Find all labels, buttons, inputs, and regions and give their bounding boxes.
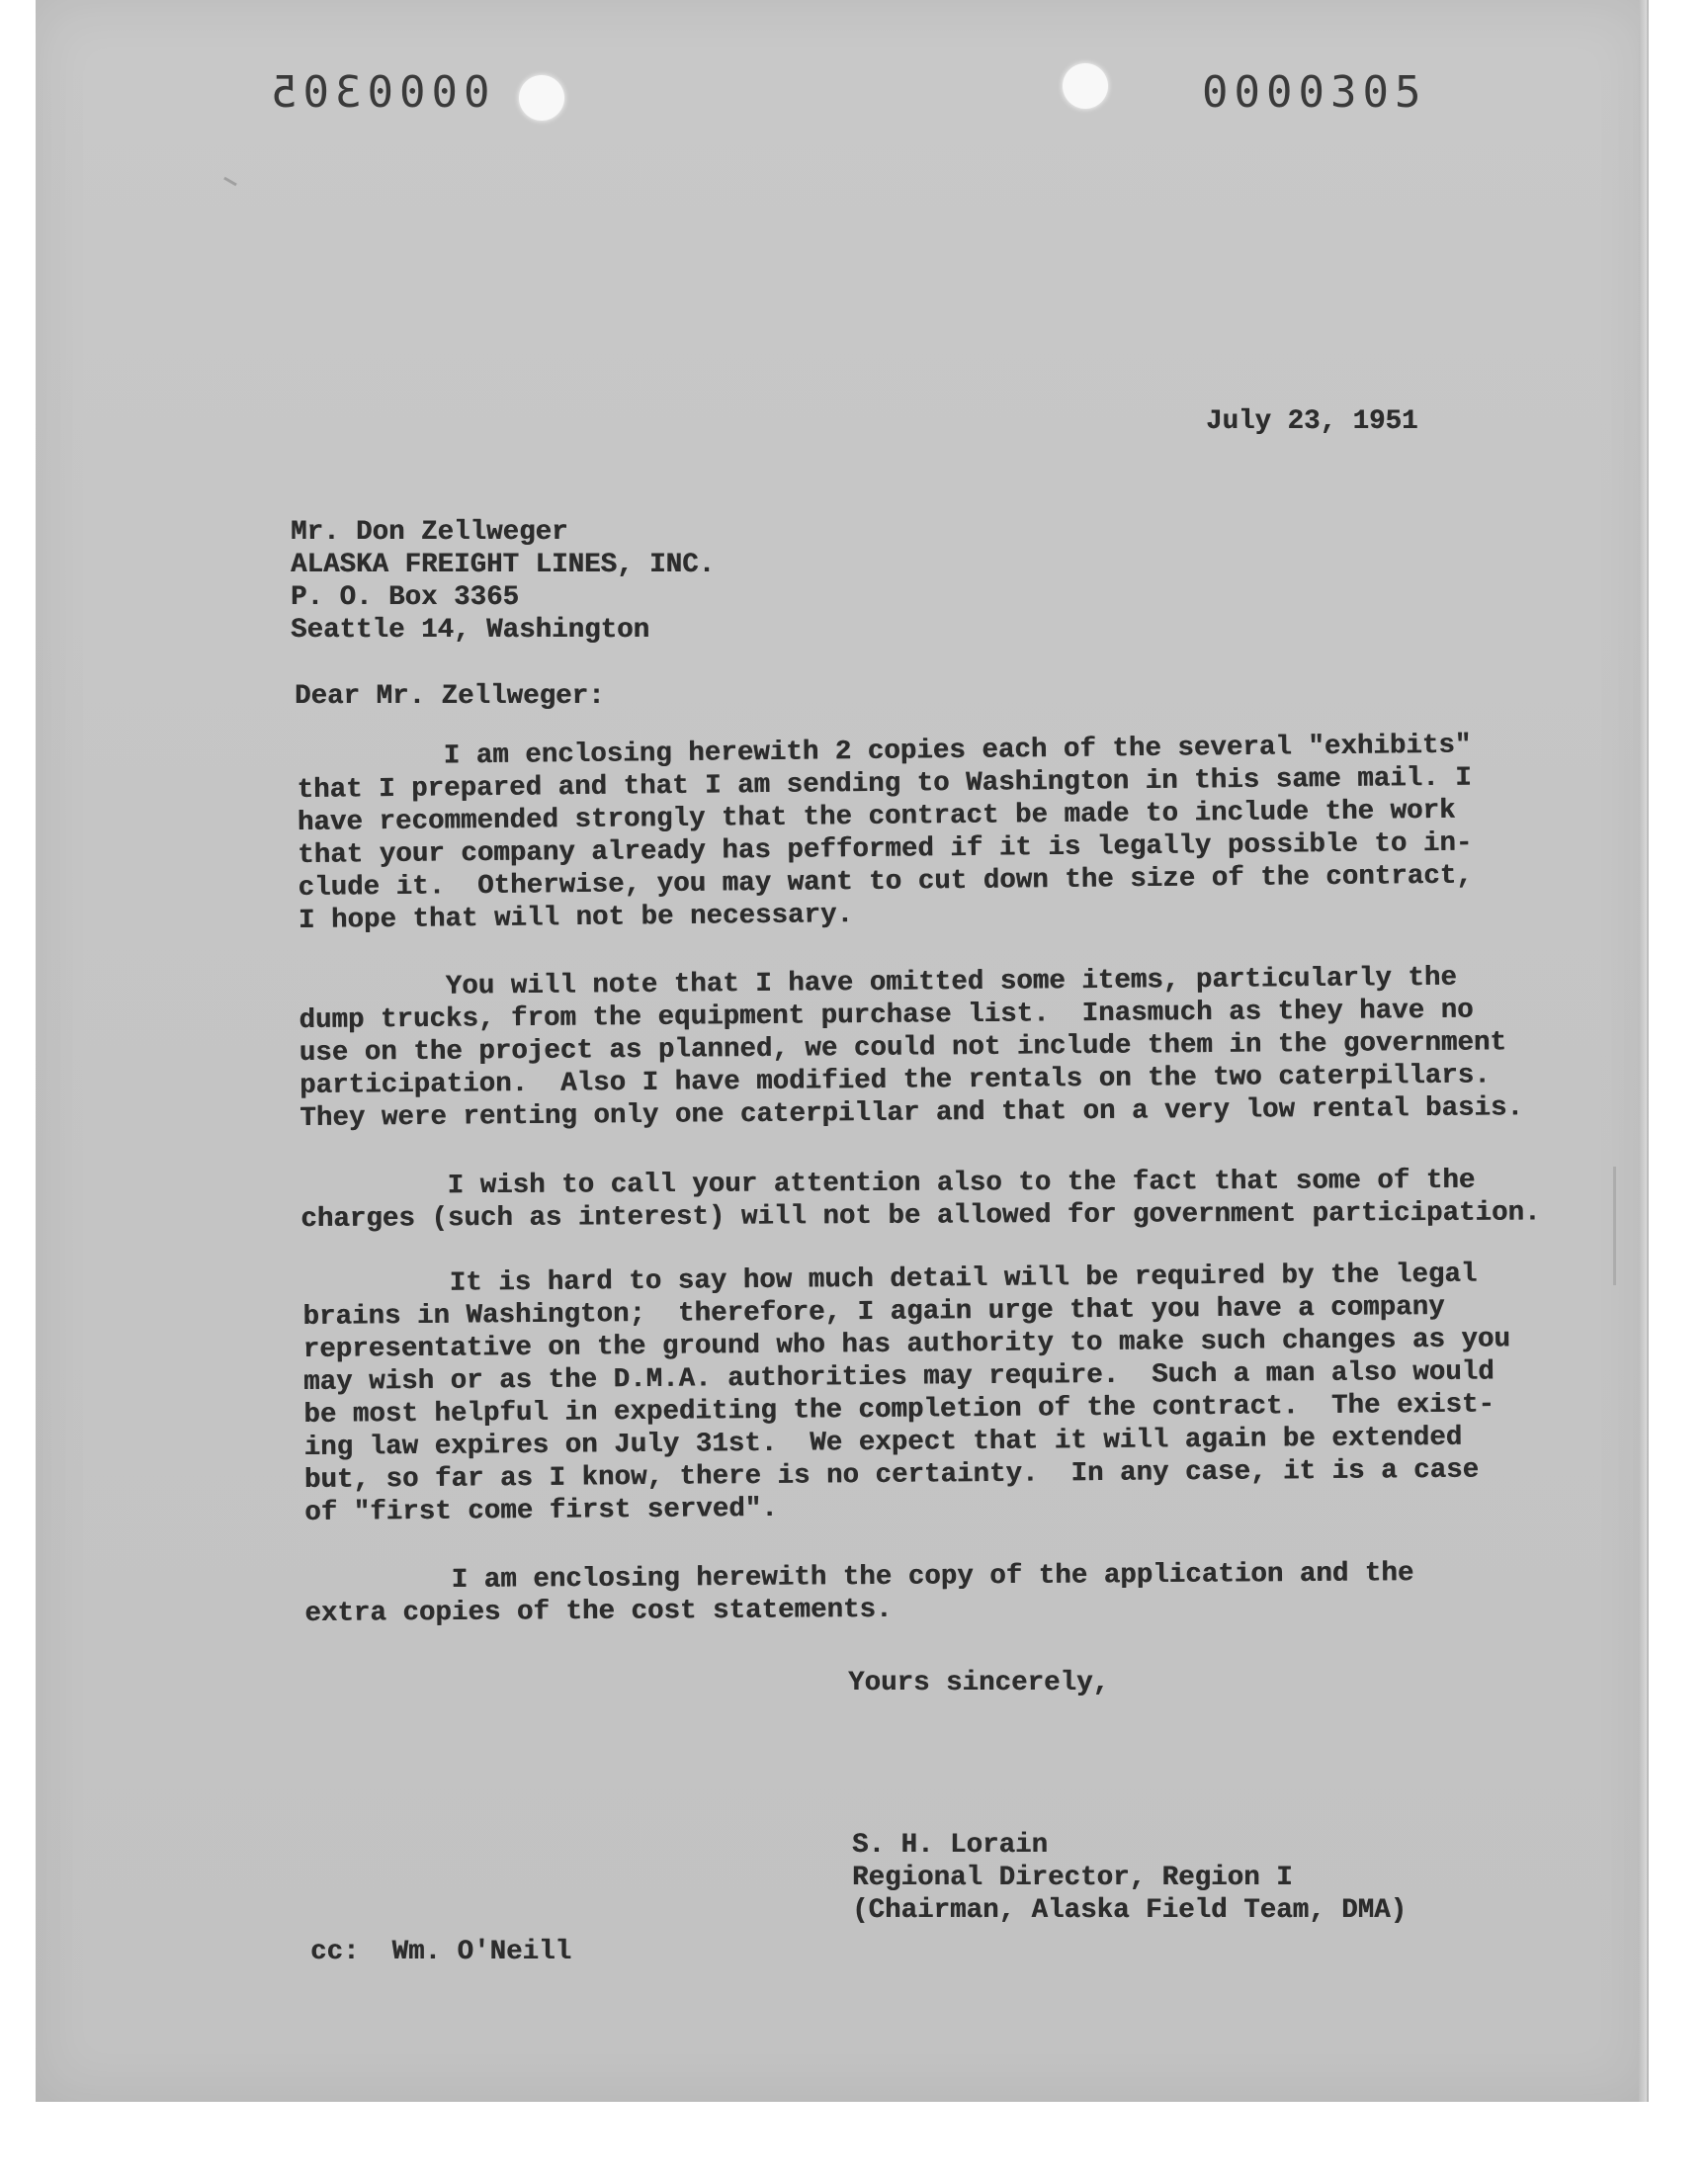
paragraph-line: I am enclosing herewith 2 copies each of the several "exhibits": [297, 730, 1472, 773]
body-paragraph: [304, 1557, 1414, 1630]
bates-stamp: 0000305: [1202, 67, 1427, 118]
body-paragraph: [302, 1258, 1511, 1529]
closing: Yours sincerely,: [848, 1668, 1110, 1698]
signature-line: Regional Director, Region I: [852, 1863, 1293, 1893]
page-edge: [1639, 0, 1647, 2102]
paragraph-line: It is hard to say how much detail will be required by the legal: [302, 1259, 1478, 1300]
paragraph-line: charges (such as interest) will not be allowed for government participation.: [300, 1197, 1541, 1235]
paragraph-line: be most helpful in expediting the completion of the contract. The exist-: [303, 1389, 1495, 1431]
signature-line: (Chairman, Alaska Field Team, DMA): [852, 1895, 1408, 1926]
paragraph-line: use on the project as planned, we could not include them in the government: [299, 1027, 1507, 1069]
paragraph-line: may wish or as the D.M.A. authorities may require. Such a man also would: [302, 1356, 1494, 1398]
paragraph-line: but, so far as I know, there is no certainty. In any case, it is a case: [303, 1454, 1480, 1496]
paragraph-line: that I prepared and that I am sending to Washington in this same mail. I: [297, 762, 1472, 806]
paragraph-line: I wish to call your attention also to the fact that some of the: [300, 1165, 1476, 1202]
paragraph-line: I am enclosing herewith the copy of the application and the: [304, 1558, 1414, 1597]
letter-date: July 23, 1951: [1206, 406, 1418, 437]
paragraph-line: extra copies of the cost statements.: [304, 1594, 893, 1629]
recipient-address: [291, 516, 715, 647]
carbon-copy-line: cc: Wm. O'Neill: [310, 1937, 572, 1967]
paragraph-line: of "first come first served".: [304, 1493, 778, 1528]
punch-hole-left: [519, 75, 564, 121]
paragraph-line: brains in Washington; therefore, I again urge that you have a company: [302, 1291, 1445, 1333]
punch-hole-right: [1063, 63, 1108, 109]
paragraph-line: have recommended strongly that the contract be made to include the work: [297, 795, 1456, 838]
body-paragraph: [300, 1164, 1541, 1236]
paragraph-line: participation. Also I have modified the rentals on the two caterpillars.: [299, 1060, 1491, 1101]
signature-line: S. H. Lorain: [852, 1830, 1049, 1861]
body-paragraph: [297, 730, 1473, 937]
paragraph-line: They were renting only one caterpillar and that on a very low rental basis.: [299, 1092, 1524, 1134]
salutation: Dear Mr. Zellweger:: [295, 681, 605, 712]
signature-block: [852, 1829, 1407, 1927]
body-paragraph: [299, 961, 1523, 1135]
recipient-line: Mr. Don Zellweger: [291, 517, 568, 548]
paper-crease: [1613, 1167, 1616, 1285]
paragraph-line: that your company already has pefformed if it is legally possible to in-: [298, 827, 1473, 871]
paragraph-line: dump trucks, from the equipment purchase list. Inasmuch as they have no: [299, 995, 1474, 1036]
paragraph-line: ing law expires on July 31st. We expect that it will again be extended: [303, 1422, 1463, 1463]
recipient-line: P. O. Box 3365: [291, 582, 520, 613]
paragraph-line: clude it. Otherwise, you may want to cut down the size of the contract,: [298, 860, 1473, 904]
paragraph-line: You will note that I have omitted some items, particularly the: [299, 962, 1457, 1003]
recipient-line: ALASKA FREIGHT LINES, INC.: [291, 550, 716, 580]
paragraph-line: I hope that will not be necessary.: [298, 900, 854, 936]
recipient-line: Seattle 14, Washington: [291, 615, 650, 646]
bates-stamp-mirrored: 0000305: [265, 67, 490, 118]
paragraph-line: representative on the ground who has authority to make such changes as you: [302, 1324, 1511, 1365]
